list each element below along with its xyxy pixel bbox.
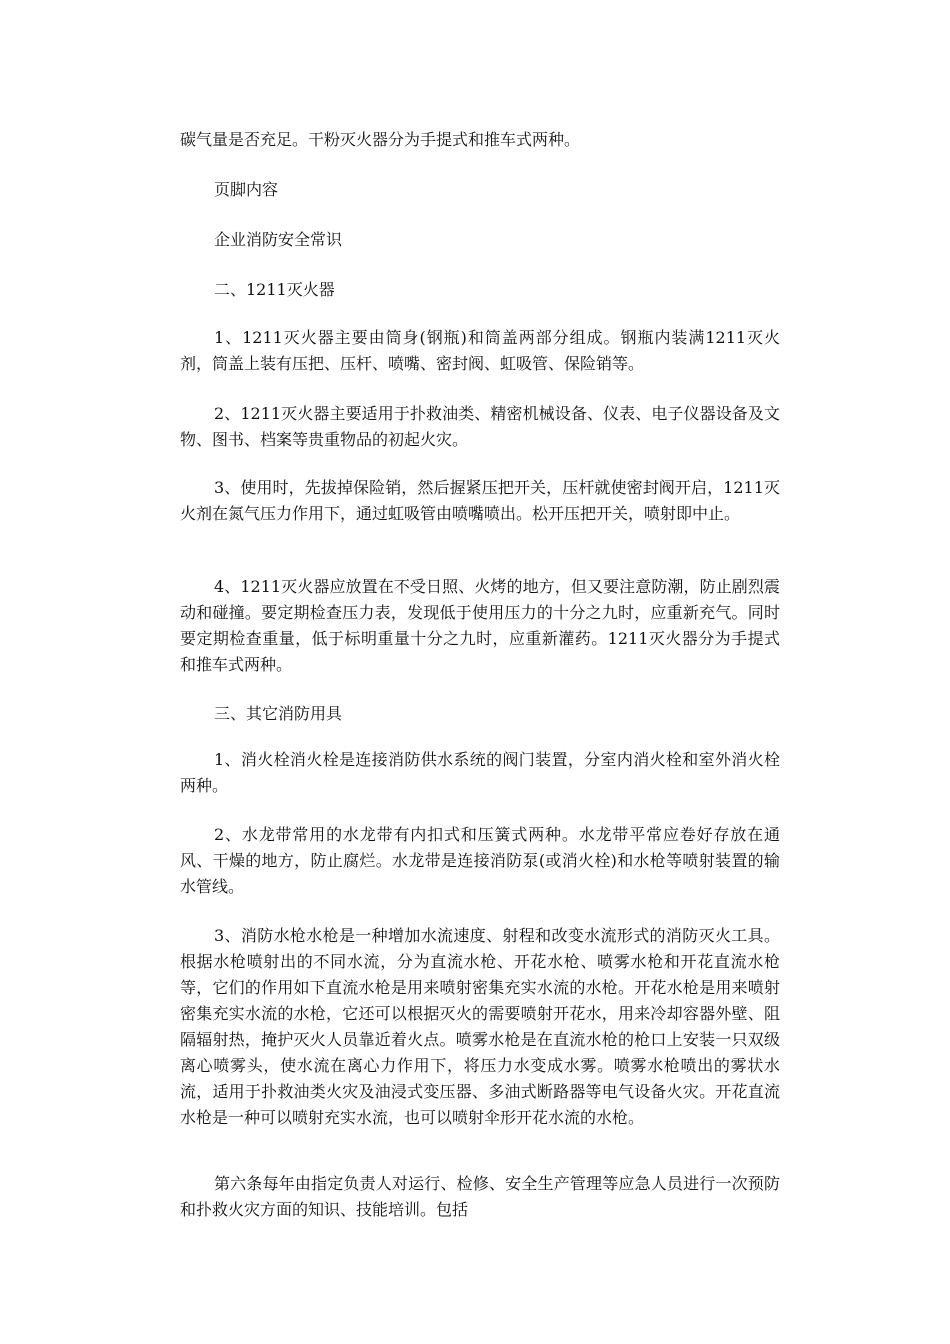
paragraph-nozzle: 3、消防水枪水枪是一种增加水流速度、射程和改变水流形式的消防灭火工具。根据水枪喷射出的不同水流，分为直流水枪、开花水枪、喷雾水枪和开花直流水枪等，它们的作用如下直流水枪是用来喷射密集充实水流的水枪。开花水枪是用来喷射密集充实水流的水枪，它还可以根据灭火的需要喷射开花水，用来冷却容器外壁、阻隔辐射热，掩护灭火人员靠近着火点。喷雾水枪是在直流水枪的枪口上安装一只双级离心喷雾头，使水流在离心力作用下，将压力水变成水雾。喷雾水枪喷出的雾状水流，适用于扑救油类火灾及油浸式变压器、多油式断路器等电气设备火灾。开花直流水枪是一种可以喷射充实水流，也可以喷射伞形开花水流的水枪。 — [180, 926, 780, 1127]
paragraph-1211-item-4: 4、1211灭火器应放置在不受日照、火烤的地方，但又要注意防潮，防止剧烈震动和碰撞。要定期检查压力表，发现低于使用压力的十分之九时，应重新充气。同时要定期检查重量，低于标明重量十分之九时，应重新灌药。1211灭火器分为手提式和推车式两种。 — [180, 577, 780, 674]
document-title: 企业消防安全常识 — [214, 230, 343, 249]
paragraph-hose: 2、水龙带常用的水龙带有内扣式和压簧式两种。水龙带平常应卷好存放在通风、干燥的地方，防止腐烂。水龙带是连接消防泵(或消火栓)和水枪等喷射装置的输水管线。 — [180, 825, 780, 896]
footer-content-label: 页脚内容 — [214, 180, 279, 199]
paragraph-continuation: 碳气量是否充足。干粉灭火器分为手提式和推车式两种。 — [180, 130, 581, 149]
paragraph-1211-item-3: 3、使用时，先拔掉保险销，然后握紧压把开关，压杆就使密封阀开启，1211灭火剂在氮气压力作用下，通过虹吸管由喷嘴喷出。松开压把开关，喷射即中止。 — [180, 478, 780, 523]
paragraph-1211-item-2: 2、1211灭火器主要适用于扑救油类、精密机械设备、仪表、电子仪器设备及文物、图书、档案等贵重物品的初起火灾。 — [180, 404, 780, 449]
paragraph-hydrant: 1、消火栓消火栓是连接消防供水系统的阀门装置，分室内消火栓和室外消火栓两种。 — [180, 750, 780, 795]
section-heading-other-tools: 三、其它消防用具 — [214, 704, 343, 723]
paragraph-1211-item-1: 1、1211灭火器主要由筒身(钢瓶)和筒盖两部分组成。钢瓶内装满1211灭火剂，筒盖上装有压把、压杆、喷嘴、密封阀、虹吸管、保险销等。 — [180, 328, 780, 373]
section-heading-1211: 二、1211灭火器 — [214, 280, 335, 299]
paragraph-article-six: 第六条每年由指定负责人对运行、检修、安全生产管理等应急人员进行一次预防和扑救火灾方面的知识、技能培训。包括 — [180, 1174, 780, 1219]
